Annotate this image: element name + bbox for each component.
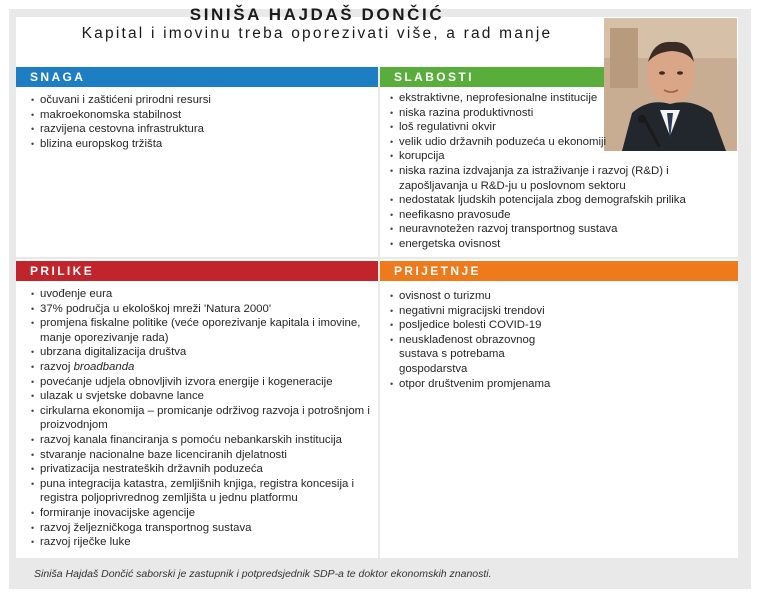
list-item: • razvoj kanala financiranja s pomoću nebankarskih institucija <box>30 433 375 448</box>
list-item: • razvijena cestovna infrastruktura <box>30 122 370 137</box>
snaga-header: SNAGA <box>16 67 378 87</box>
list-item: • promjena fiskalne politike (veće oporezivanje kapitala i imovine, manje oporezivanje rada) <box>30 316 375 345</box>
list-item: • privatizacija nestrateških državnih poduzeća <box>30 462 375 477</box>
list-item: • 37% područja u ekološkoj mreži 'Natura 2000' <box>30 302 375 317</box>
list-item: • loš regulativni okvir <box>389 120 734 135</box>
list-item: • ekstraktivne, neprofesionalne institucije <box>389 91 734 106</box>
list-item: • povećanje udjela obnovljivih izvora energije i kogeneracije <box>30 375 375 390</box>
prijetnje-header: PRIJETNJE <box>380 261 738 281</box>
list-item: • razvoj željezničkoga transportnog sustava <box>30 521 375 536</box>
list-item: • razvoj riječke luke <box>30 535 375 550</box>
list-item: • negativni migracijski trendovi <box>389 304 574 319</box>
broadband-prefix: razvoj <box>40 360 74 373</box>
list-item: • otpor društvenim promjenama <box>389 377 574 392</box>
list-item: • ovisnost o turizmu <box>389 289 574 304</box>
list-item: • makroekonomska stabilnost <box>30 108 370 123</box>
slabosti-list <box>389 91 734 252</box>
list-item: • ubrzana digitalizacija društva <box>30 345 375 360</box>
list-item: • očuvani i zaštićeni prirodni resursi <box>30 93 370 108</box>
footer-caption: Siniša Hajdaš Dončić saborski je zastupnik i potpredsjednik SDP-a te doktor ekonomskih znanosti. <box>34 568 492 580</box>
list-item: • formiranje inovacijske agencije <box>30 506 375 521</box>
list-item: • cirkularna ekonomija – promicanje održivog razvoja i potrošnjom i proizvodnjom <box>30 404 375 433</box>
list-item: • uvođenje eura <box>30 287 375 302</box>
list-item: • neuravnotežen razvoj transportnog sustava <box>389 222 734 237</box>
headline-quote: Kapital i imovinu treba oporezivati više, a rad manje <box>81 25 553 42</box>
person-name: SINIŠA HAJDAŠ DONČIĆ <box>189 5 445 24</box>
list-item: • energetska ovisnost <box>389 237 734 252</box>
prilike-header: PRILIKE <box>16 261 378 281</box>
list-item: • korupcija <box>389 149 734 164</box>
column-divider <box>378 67 380 558</box>
prilike-list <box>30 287 375 550</box>
row-divider <box>16 257 738 259</box>
list-item: • neefikasno pravosuđe <box>389 208 734 223</box>
list-item-broadband <box>30 360 375 375</box>
slabosti-header: SLABOSTI <box>380 67 604 87</box>
snaga-list <box>30 93 370 151</box>
list-item: • niska razina produktivnosti <box>389 106 734 121</box>
list-item: • puna integracija katastra, zemljišnih knjiga, registra koncesija i registra poljoprivrednog zemljišta u jednu platformu <box>30 477 375 506</box>
list-item: • ulazak u svjetske dobavne lance <box>30 389 375 404</box>
list-item: • stvaranje nacionalne baze licenciranih djelatnosti <box>30 448 375 463</box>
prijetnje-list <box>389 289 574 391</box>
list-item: • posljedice bolesti COVID-19 <box>389 318 574 333</box>
list-item: • nedostatak ljudskih potencijala zbog demografskih prilika <box>389 193 734 208</box>
list-item: • velik udio državnih poduzeća u ekonomiji <box>389 135 734 150</box>
list-item: • neusklađenost obrazovnog sustava s potrebama gospodarstva <box>389 333 574 377</box>
list-item: • blizina europskog tržišta <box>30 137 370 152</box>
broadband-term: broadbanda <box>73 360 135 373</box>
list-item: • niska razina izdvajanja za istraživanje i razvoj (R&D) i zapošljavanja u R&D-ju u poslovnom sektoru <box>389 164 734 193</box>
